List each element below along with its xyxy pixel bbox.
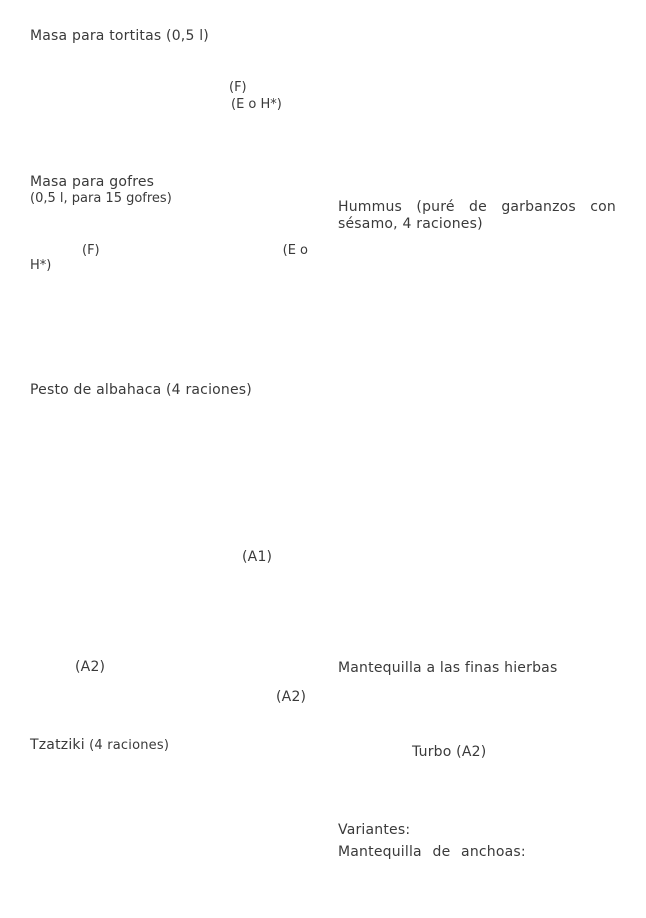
herb-butter-marker-turbo: Turbo (A2) <box>412 744 487 760</box>
waffle-marker-f: (F) <box>82 243 100 258</box>
pancake-batter-heading: Masa para tortitas (0,5 l) <box>30 28 209 44</box>
hummus-heading: Hummus (puré de garbanzos con sésamo, 4 raciones) <box>338 199 616 232</box>
herb-butter-heading: Mantequilla a las finas hierbas <box>338 660 558 676</box>
variants-label: Variantes: <box>338 822 411 838</box>
pesto-marker-a2-second: (A2) <box>276 689 307 705</box>
basil-pesto-heading: Pesto de albahaca (4 raciones) <box>30 382 252 398</box>
anchovy-butter-label: Mantequilla de anchoas: <box>338 844 526 860</box>
waffle-batter-subheading: (0,5 l, para 15 gofres) <box>30 191 172 206</box>
pesto-marker-a1: (A1) <box>242 549 273 565</box>
waffle-marker-e-h: (E o H*) <box>30 243 308 273</box>
tzatziki-heading <box>30 737 169 754</box>
tzatziki-title: Tzatziki <box>30 737 85 753</box>
pesto-marker-a2-first: (A2) <box>75 659 106 675</box>
pancake-marker-f: (F) <box>229 80 247 95</box>
tzatziki-servings: (4 raciones) <box>84 738 170 753</box>
waffle-batter-heading: Masa para gofres <box>30 174 155 190</box>
pancake-marker-e-h: (E o H*) <box>231 97 282 112</box>
